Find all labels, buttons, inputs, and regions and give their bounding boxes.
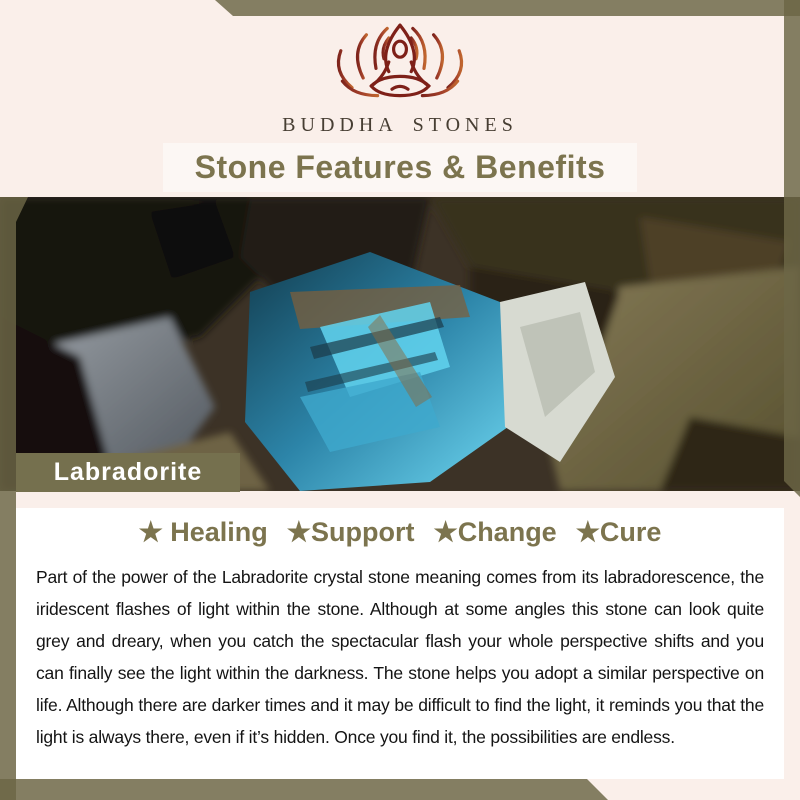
brand-logo (0, 22, 800, 137)
rocks-illustration (0, 197, 800, 491)
frame-bar-bottom (0, 779, 608, 800)
frame-bar-top (215, 0, 800, 16)
frame-bar-right (784, 0, 800, 497)
section-title-bar (163, 143, 637, 192)
photo-labradorite-rocks (0, 197, 800, 491)
brand-name: BUDDHA STONES (282, 114, 518, 136)
stone-description: Part of the power of the Labradorite crystal stone meaning comes from its labradorescence, the iridescent flashes of light within the stone. Although at some angles this stone can look quite grey and dreary, when you catch the spectacular flash your whole perspective shifts and you can finally see the light within the darkness. The stone helps you adopt a similar perspective on life. Although there are darker times and it may be difficult to find the light, it reminds you that the light is always there, even if it’s hidden. Once you find it, the possibilities are endless. (36, 567, 764, 747)
stone-name-banner (16, 453, 240, 492)
lotus-meditation-icon (316, 22, 484, 110)
content-panel (16, 508, 784, 779)
benefit-item: ★Support (286, 517, 415, 547)
stone-name-label: Labradorite (53, 458, 203, 486)
benefits-row (16, 517, 784, 548)
benefit-item: ★Cure (575, 517, 662, 547)
benefit-item: ★ Healing (138, 517, 268, 547)
benefit-item: ★Change (433, 517, 557, 547)
page-title: Stone Features & Benefits (194, 149, 606, 185)
